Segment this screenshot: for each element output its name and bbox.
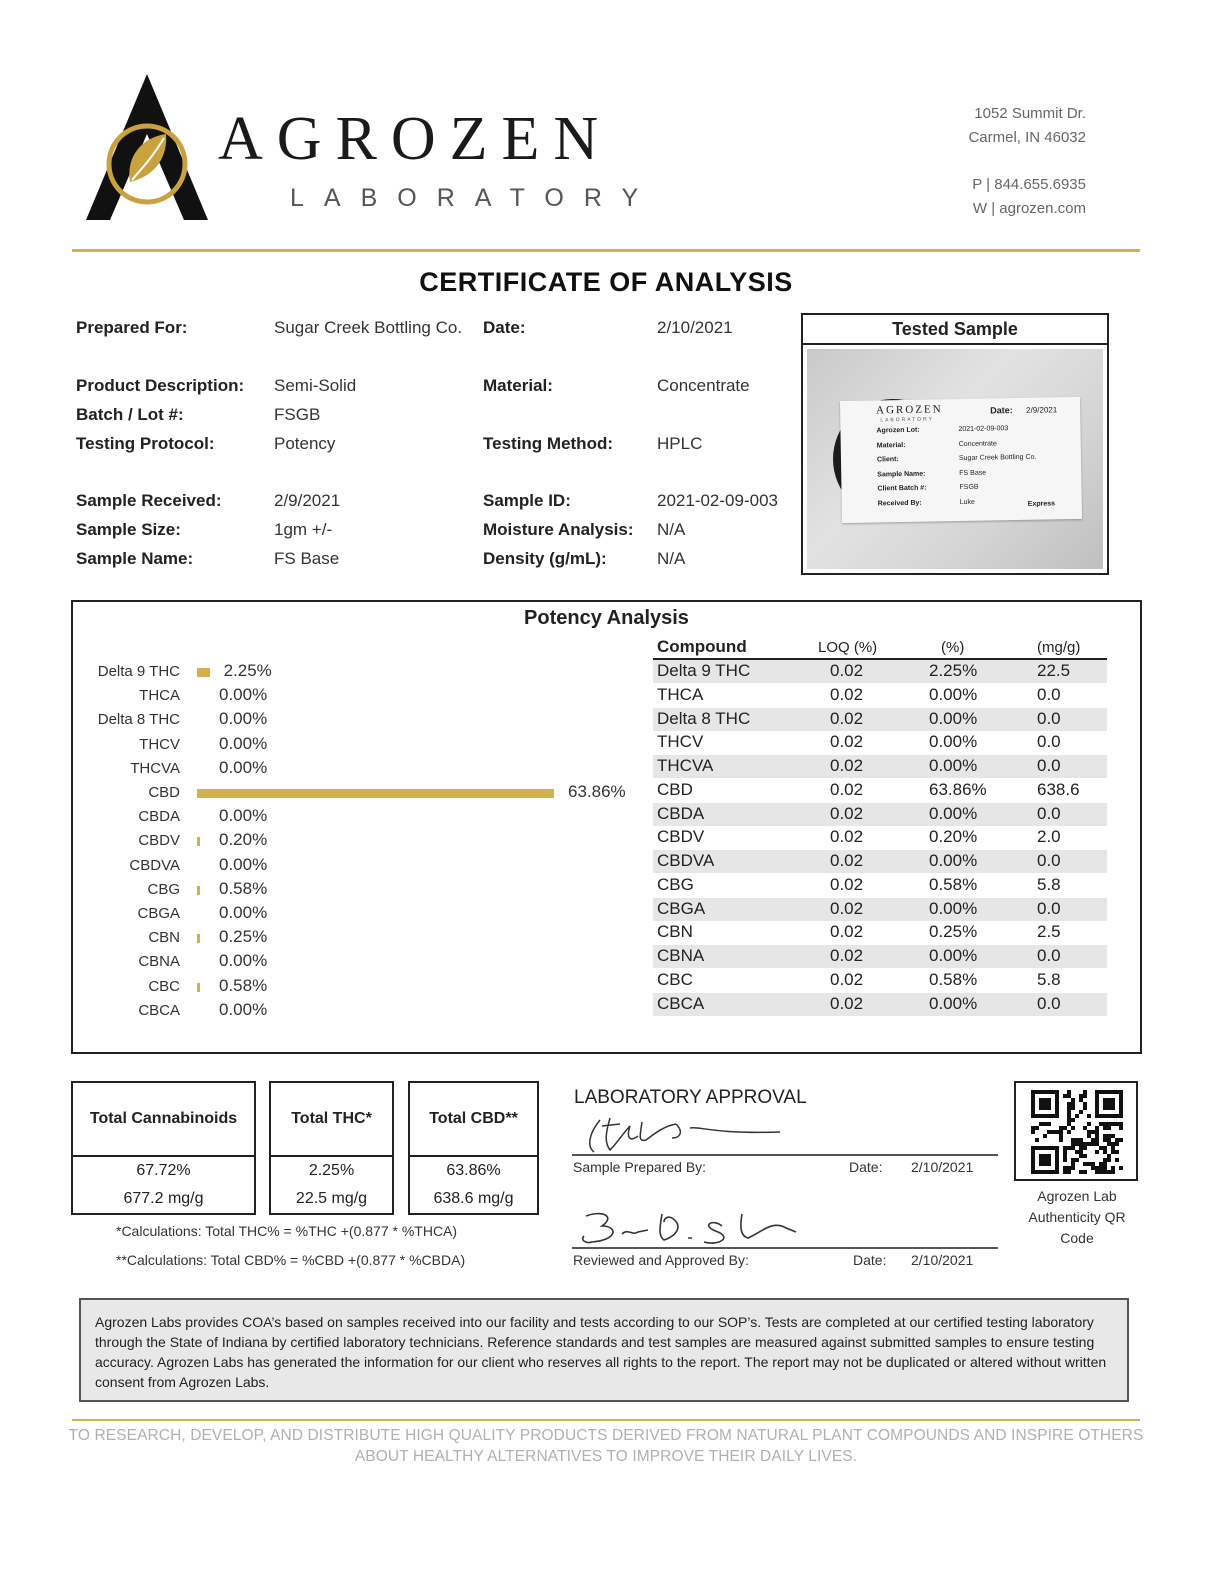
sticker-row-label: Client: [876, 456, 899, 464]
cell-loq: 0.02 [830, 827, 864, 847]
sticker-express: Express [1027, 500, 1056, 508]
bar-value-label: 0.00% [219, 999, 268, 1019]
bar-category-label: CBC [148, 977, 180, 995]
cell-pct: 0.00% [929, 946, 978, 965]
sticker-row [876, 425, 1008, 434]
sticker-row-value: 2021-02-09-003 [958, 425, 1009, 434]
reviewed-date-label: Date: [853, 1252, 887, 1268]
sample-received-label: Sample Received: [76, 491, 222, 510]
bar-category-label: CBN [148, 929, 180, 947]
cell-pct: 0.20% [929, 827, 978, 847]
material-label: Material: [483, 376, 553, 395]
bar-value-label: 2.25% [223, 661, 272, 680]
reviewer-signature [572, 1206, 802, 1250]
product-description-label: Product Description: [76, 376, 245, 395]
total-cbd-box [408, 1081, 539, 1215]
preparer-signature [580, 1112, 790, 1156]
footer-divider [72, 1419, 1140, 1421]
cell-compound: Delta 9 THC [657, 661, 751, 680]
potency-heading: Potency Analysis [524, 607, 689, 629]
table-row [653, 684, 1107, 707]
qr-caption [1016, 1186, 1138, 1249]
reviewed-by-label: Reviewed and Approved By: [573, 1252, 749, 1268]
table-row [653, 945, 1107, 968]
disclaimer-box: Agrozen Labs provides COA’s based on samples received into our facility and tests according to our SOP’s. Tests are completed at our certified testing laboratory through the State of Indiana by certified laboratory technicians. Reference standards and test samples are measured against submitted samples to ensure testing accuracy. Agrozen Labs has generated the information for our client who reserves all rights to the report. The report may not be duplicated or altered without written consent from Agrozen Labs. [79, 1298, 1129, 1402]
bar-value-label: 63.86% [568, 782, 626, 801]
cell-pct: 0.00% [929, 851, 978, 870]
cell-loq: 0.02 [830, 684, 864, 704]
page-title: CERTIFICATE OF ANALYSIS [419, 267, 793, 297]
logo-wordmark: AGROZEN [218, 105, 613, 173]
qr-code-icon [1031, 1089, 1123, 1175]
bar-category-label: CBCA [138, 1001, 180, 1019]
cell-mgg: 0.0 [1037, 898, 1061, 918]
bar-value-label: 0.25% [219, 927, 268, 947]
table-row [653, 779, 1107, 802]
sticker-row [877, 440, 997, 449]
cell-loq: 0.02 [830, 969, 864, 989]
cell-compound: CBG [657, 874, 694, 894]
qr-caption-line-3: Code [1060, 1230, 1094, 1246]
cell-compound: CBN [657, 922, 693, 942]
table-row [653, 993, 1107, 1016]
calc-cbd-note: **Calculations: Total CBD% = %CBD +(0.877 * %CBDA) [116, 1252, 466, 1268]
sticker-row [878, 498, 975, 507]
sample-sticker [840, 397, 1082, 523]
cell-mgg: 0.0 [1037, 803, 1061, 823]
cell-pct: 0.58% [929, 874, 978, 894]
col-compound: Compound [657, 637, 747, 656]
cell-pct: 0.00% [929, 684, 978, 704]
sticker-row [877, 454, 1037, 464]
sticker-row-label: Client Batch #: [877, 484, 927, 493]
sticker-date-label: Date: [990, 405, 1013, 416]
tested-sample-heading: Tested Sample [803, 315, 1107, 345]
address-line-1: 1052 Summit Dr. [974, 105, 1086, 122]
cell-loq: 0.02 [830, 898, 864, 918]
cell-loq: 0.02 [830, 756, 864, 775]
testing-protocol-label: Testing Protocol: [76, 434, 215, 453]
cell-pct: 0.00% [929, 708, 978, 728]
sample-size-value: 1gm +/- [274, 520, 333, 539]
cell-mgg: 2.0 [1037, 827, 1061, 847]
cell-mgg: 638.6 [1037, 779, 1080, 799]
cell-compound: CBC [657, 969, 693, 989]
total-thc-pct: 2.25% [308, 1162, 355, 1179]
sample-name-label: Sample Name: [76, 549, 194, 568]
bar-value-label: 0.00% [219, 709, 268, 729]
total-cbd-pct: 63.86% [446, 1162, 501, 1179]
cell-mgg: 0.0 [1037, 732, 1061, 752]
bar-category-label: CBGA [137, 905, 180, 922]
cell-compound: THCVA [657, 756, 714, 775]
cell-mgg: 5.8 [1037, 969, 1061, 989]
cell-compound: CBCA [657, 993, 705, 1013]
total-thc-label: Total THC* [271, 1083, 392, 1157]
sticker-row-value: Sugar Creek Bottling Co. [958, 453, 1037, 463]
table-row [653, 708, 1107, 731]
footer-mission-line-1: TO RESEARCH, DEVELOP, AND DISTRIBUTE HIGH QUALITY PRODUCTS DERIVED FROM NATURAL PLANT COMPOUNDS AND INSPIRE OTHERS [68, 1427, 1144, 1444]
cell-loq: 0.02 [830, 732, 864, 752]
total-cbd-label: Total CBD** [410, 1083, 537, 1157]
cell-loq: 0.02 [830, 946, 864, 965]
testing-method-value: HPLC [657, 434, 703, 453]
total-thc-box [269, 1081, 394, 1215]
prepared-for-value: Sugar Creek Bottling Co. [274, 318, 463, 337]
bar-category-label: Delta 9 THC [97, 663, 180, 680]
approval-heading: LABORATORY APPROVAL [574, 1087, 807, 1108]
cell-compound: THCV [657, 732, 704, 752]
bar-category-label: CBD [148, 784, 180, 801]
table-row [653, 731, 1107, 754]
sample-name-value: FS Base [274, 549, 340, 568]
material-value: Concentrate [657, 376, 750, 395]
header-divider [72, 249, 1140, 252]
cell-pct: 0.00% [929, 732, 978, 752]
qr-code-box[interactable] [1014, 1081, 1138, 1181]
bar-category-label: THCVA [130, 759, 180, 777]
sticker-brand-sub: LABORATORY [880, 416, 934, 424]
col-mgg: (mg/g) [1037, 639, 1081, 656]
sticker-row [877, 469, 986, 478]
sample-size-label: Sample Size: [76, 520, 181, 539]
logo [82, 72, 212, 222]
bar-category-label: Delta 8 THC [97, 711, 180, 729]
total-cannabinoids-pct: 67.72% [136, 1162, 191, 1179]
moisture-value: N/A [657, 520, 686, 539]
cell-pct: 63.86% [929, 779, 987, 799]
bar-mark [197, 789, 554, 798]
moisture-label: Moisture Analysis: [483, 520, 634, 539]
bar-category-label: CBNA [138, 953, 180, 971]
footer-mission-line-2: ABOUT HEALTHY ALTERNATIVES TO IMPROVE THEIR DAILY LIVES. [354, 1448, 858, 1465]
logo-mark-icon [82, 72, 212, 222]
total-cannabinoids-box [71, 1081, 256, 1215]
date-label: Date: [483, 318, 526, 337]
reviewed-date: 2/10/2021 [911, 1252, 974, 1268]
cell-compound: CBDA [657, 803, 705, 823]
cell-mgg: 0.0 [1037, 684, 1061, 704]
sticker-row-label: Agrozen Lot: [876, 426, 920, 435]
cell-compound: CBNA [657, 946, 705, 965]
bar-value-label: 0.20% [219, 830, 268, 850]
lab-phone: P | 844.655.6935 [972, 176, 1086, 193]
table-row [653, 874, 1107, 897]
cell-mgg: 0.0 [1037, 756, 1061, 775]
sticker-brand: AGROZEN [876, 403, 943, 417]
cell-loq: 0.02 [830, 803, 864, 823]
bar-category-label: CBDVA [129, 856, 180, 874]
cell-pct: 0.00% [929, 993, 978, 1013]
total-cbd-mg: 638.6 mg/g [433, 1190, 514, 1207]
cell-pct: 0.25% [929, 922, 978, 942]
total-cannabinoids-mg: 677.2 mg/g [123, 1190, 204, 1207]
cell-compound: Delta 8 THC [657, 708, 751, 728]
logo-subtitle: LABORATORY [290, 184, 659, 212]
qr-caption-line-2: Authenticity QR [1028, 1209, 1126, 1225]
bar-category-label: CBDA [138, 808, 180, 826]
batch-value: FSGB [274, 405, 321, 424]
sticker-row-label: Material: [876, 441, 906, 449]
cell-loq: 0.02 [830, 922, 864, 942]
cell-loq: 0.02 [830, 874, 864, 894]
cell-compound: CBD [657, 779, 693, 799]
cell-mgg: 0.0 [1037, 946, 1061, 965]
cell-mgg: 0.0 [1037, 993, 1061, 1013]
table-row [653, 826, 1107, 849]
bar-mark [197, 837, 200, 846]
table-row [653, 898, 1107, 921]
cell-loq: 0.02 [830, 708, 864, 728]
address-line-2: Carmel, IN 46032 [968, 129, 1086, 146]
cell-loq: 0.02 [830, 661, 864, 680]
table-row [653, 921, 1107, 944]
bar-value-label: 0.00% [219, 806, 268, 826]
sticker-row-value: FSGB [959, 483, 979, 492]
sticker-row-value: Concentrate [958, 439, 997, 448]
density-value: N/A [657, 549, 686, 568]
bar-value-label: 0.00% [219, 951, 268, 971]
sticker-row-value: FS Base [959, 469, 987, 477]
sticker-row-label: Sample Name: [877, 470, 926, 478]
prepared-by-label: Sample Prepared By: [573, 1159, 707, 1175]
cell-mgg: 5.8 [1037, 874, 1061, 894]
cell-pct: 2.25% [929, 661, 978, 680]
sticker-row-label: Received By: [877, 499, 922, 507]
bar-category-label: CBDV [138, 832, 180, 850]
calc-thc-note: *Calculations: Total THC% = %THC +(0.877 * %THCA) [116, 1223, 458, 1239]
cell-mgg: 0.0 [1037, 851, 1061, 870]
bar-category-label: THCV [139, 735, 180, 753]
table-row [653, 850, 1107, 873]
lab-address [846, 102, 1086, 221]
table-row [653, 803, 1107, 826]
qr-caption-line-1: Agrozen Lab [1037, 1188, 1117, 1204]
cell-pct: 0.00% [929, 756, 978, 775]
testing-protocol-value: Potency [274, 434, 336, 453]
prepared-for-label: Prepared For: [76, 318, 188, 337]
cell-pct: 0.00% [929, 803, 978, 823]
cell-loq: 0.02 [830, 851, 864, 870]
bar-value-label: 0.00% [219, 733, 268, 753]
cell-pct: 0.00% [929, 898, 978, 918]
lab-website[interactable]: W | agrozen.com [972, 200, 1086, 217]
col-pct: (%) [941, 639, 965, 656]
sample-id-value: 2021-02-09-003 [657, 491, 778, 510]
prepared-date-label: Date: [849, 1159, 883, 1175]
cell-mgg: 2.5 [1037, 922, 1061, 942]
bar-value-label: 0.58% [219, 975, 268, 995]
sticker-row-value: Luke [959, 498, 975, 506]
batch-label: Batch / Lot #: [76, 405, 184, 424]
table-row [653, 660, 1107, 683]
sticker-row [877, 484, 978, 493]
density-label: Density (g/mL): [483, 549, 607, 568]
total-thc-mg: 22.5 mg/g [295, 1190, 368, 1207]
cell-compound: CBDV [657, 827, 705, 847]
bar-category-label: CBG [147, 880, 180, 898]
col-loq: LOQ (%) [818, 639, 878, 656]
table-row [653, 969, 1107, 992]
product-description-value: Semi-Solid [274, 376, 357, 395]
sample-photo [807, 349, 1103, 569]
table-row [653, 755, 1107, 778]
cell-mgg: 22.5 [1037, 661, 1071, 680]
sample-id-label: Sample ID: [483, 491, 571, 510]
date-value: 2/10/2021 [657, 318, 733, 337]
bar-mark [197, 668, 210, 677]
total-cannabinoids-label: Total Cannabinoids [73, 1083, 254, 1157]
cell-loq: 0.02 [830, 993, 864, 1013]
prepared-signature-line [572, 1154, 998, 1156]
bar-mark [197, 983, 200, 992]
bar-value-label: 0.00% [219, 903, 268, 922]
cell-mgg: 0.0 [1037, 708, 1061, 728]
cell-pct: 0.58% [929, 969, 978, 989]
bar-value-label: 0.00% [219, 854, 268, 874]
bar-value-label: 0.58% [219, 878, 268, 898]
cell-compound: THCA [657, 684, 704, 704]
bar-value-label: 0.00% [219, 685, 268, 705]
bar-mark [197, 934, 200, 943]
testing-method-label: Testing Method: [483, 434, 613, 453]
bar-category-label: THCA [139, 687, 180, 705]
tested-sample-panel [801, 313, 1109, 575]
bar-mark [197, 886, 200, 895]
sample-received-value: 2/9/2021 [274, 491, 341, 510]
bar-value-label: 0.00% [219, 757, 268, 777]
reviewed-signature-line [572, 1247, 998, 1249]
cell-compound: CBDVA [657, 851, 715, 870]
sticker-date: 2/9/2021 [1026, 405, 1058, 415]
cell-compound: CBGA [657, 898, 706, 918]
prepared-date: 2/10/2021 [911, 1159, 974, 1175]
cell-loq: 0.02 [830, 779, 864, 799]
